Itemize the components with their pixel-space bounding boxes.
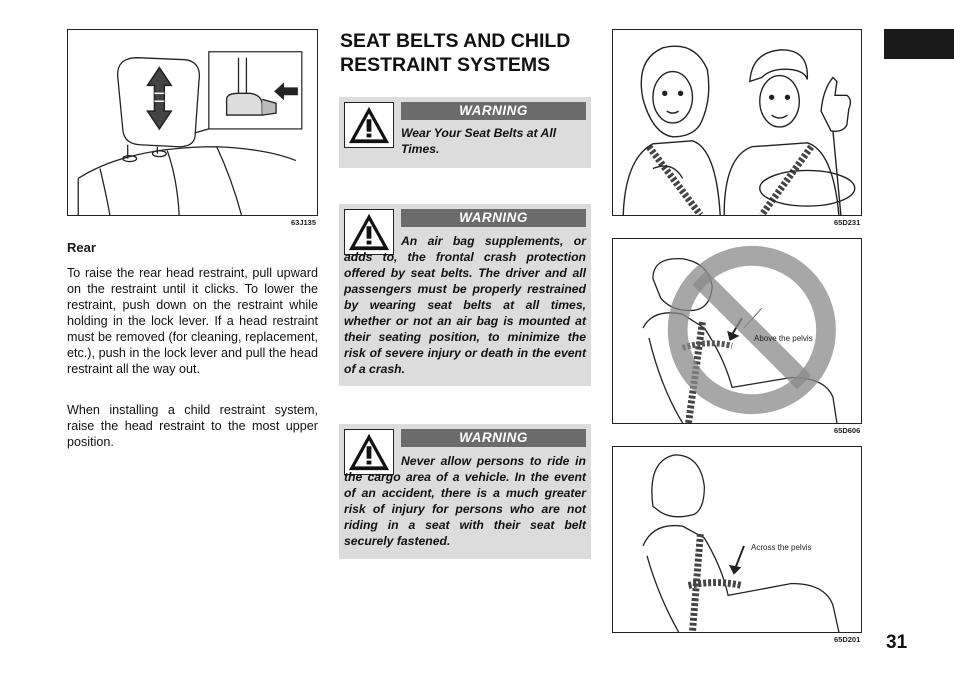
warning-box-2 <box>339 204 591 386</box>
head-restraint-figure <box>67 29 318 216</box>
warning-box-3 <box>339 424 591 559</box>
figure-code: 65D231 <box>834 218 861 227</box>
across-pelvis-label: Across the pelvis <box>751 543 812 552</box>
subheading-rear: Rear <box>67 240 96 255</box>
correct-belt-figure <box>612 446 862 633</box>
belted-occupants-illustration <box>613 30 861 215</box>
figure-code: 63J135 <box>291 218 317 227</box>
warning-triangle-icon <box>344 102 394 148</box>
belted-occupants-figure <box>612 29 862 216</box>
warning-heading: WARNING <box>401 209 586 227</box>
incorrect-belt-illustration <box>613 239 861 423</box>
child-restraint-paragraph: When installing a child restraint system, raise the head restraint to the most upper position. <box>67 403 318 449</box>
title-line-2: RESTRAINT SYSTEMS <box>340 54 551 76</box>
title-line-1: SEAT BELTS AND CHILD <box>340 30 571 52</box>
warning-heading: WARNING <box>401 429 586 447</box>
warning-heading: WARNING <box>401 102 586 120</box>
warning-text: An air bag supplements, or adds to, the frontal crash protection offered by seat belts. The driver and all passengers must be properly restrained by wearing seat belts at all times, whether or not an air bag is mounted at their seating position, to minimize the risk of severe injury or death in the event of a crash. <box>344 234 586 376</box>
figure-code: 65D201 <box>834 635 861 644</box>
warning-text: Never allow persons to ride in the cargo area of a vehicle. In the event of an accident, there is a much greater risk of injury for persons who are not riding in a seat with their seat belt securely fastened. <box>344 454 586 548</box>
warning-text: Wear Your Seat Belts at All Times. <box>401 126 557 156</box>
section-tab-marker <box>884 29 954 59</box>
figure-code: 65D606 <box>834 426 861 435</box>
head-restraint-illustration <box>68 30 317 215</box>
rear-restraint-paragraph: To raise the rear head restraint, pull upward on the restraint until it clicks. To lower the restraint, push down on the restraint while holding in the lock lever. If a head restraint must be removed (for cleaning, replacement, etc.), push in the lock lever and pull the head restraint all the way out. <box>67 266 318 376</box>
above-pelvis-label: Above the pelvis <box>754 334 813 343</box>
page-number: 31 <box>886 632 908 653</box>
correct-belt-illustration <box>613 447 861 632</box>
section-title <box>340 29 600 77</box>
warning-box-1 <box>339 97 591 168</box>
incorrect-belt-figure <box>612 238 862 424</box>
